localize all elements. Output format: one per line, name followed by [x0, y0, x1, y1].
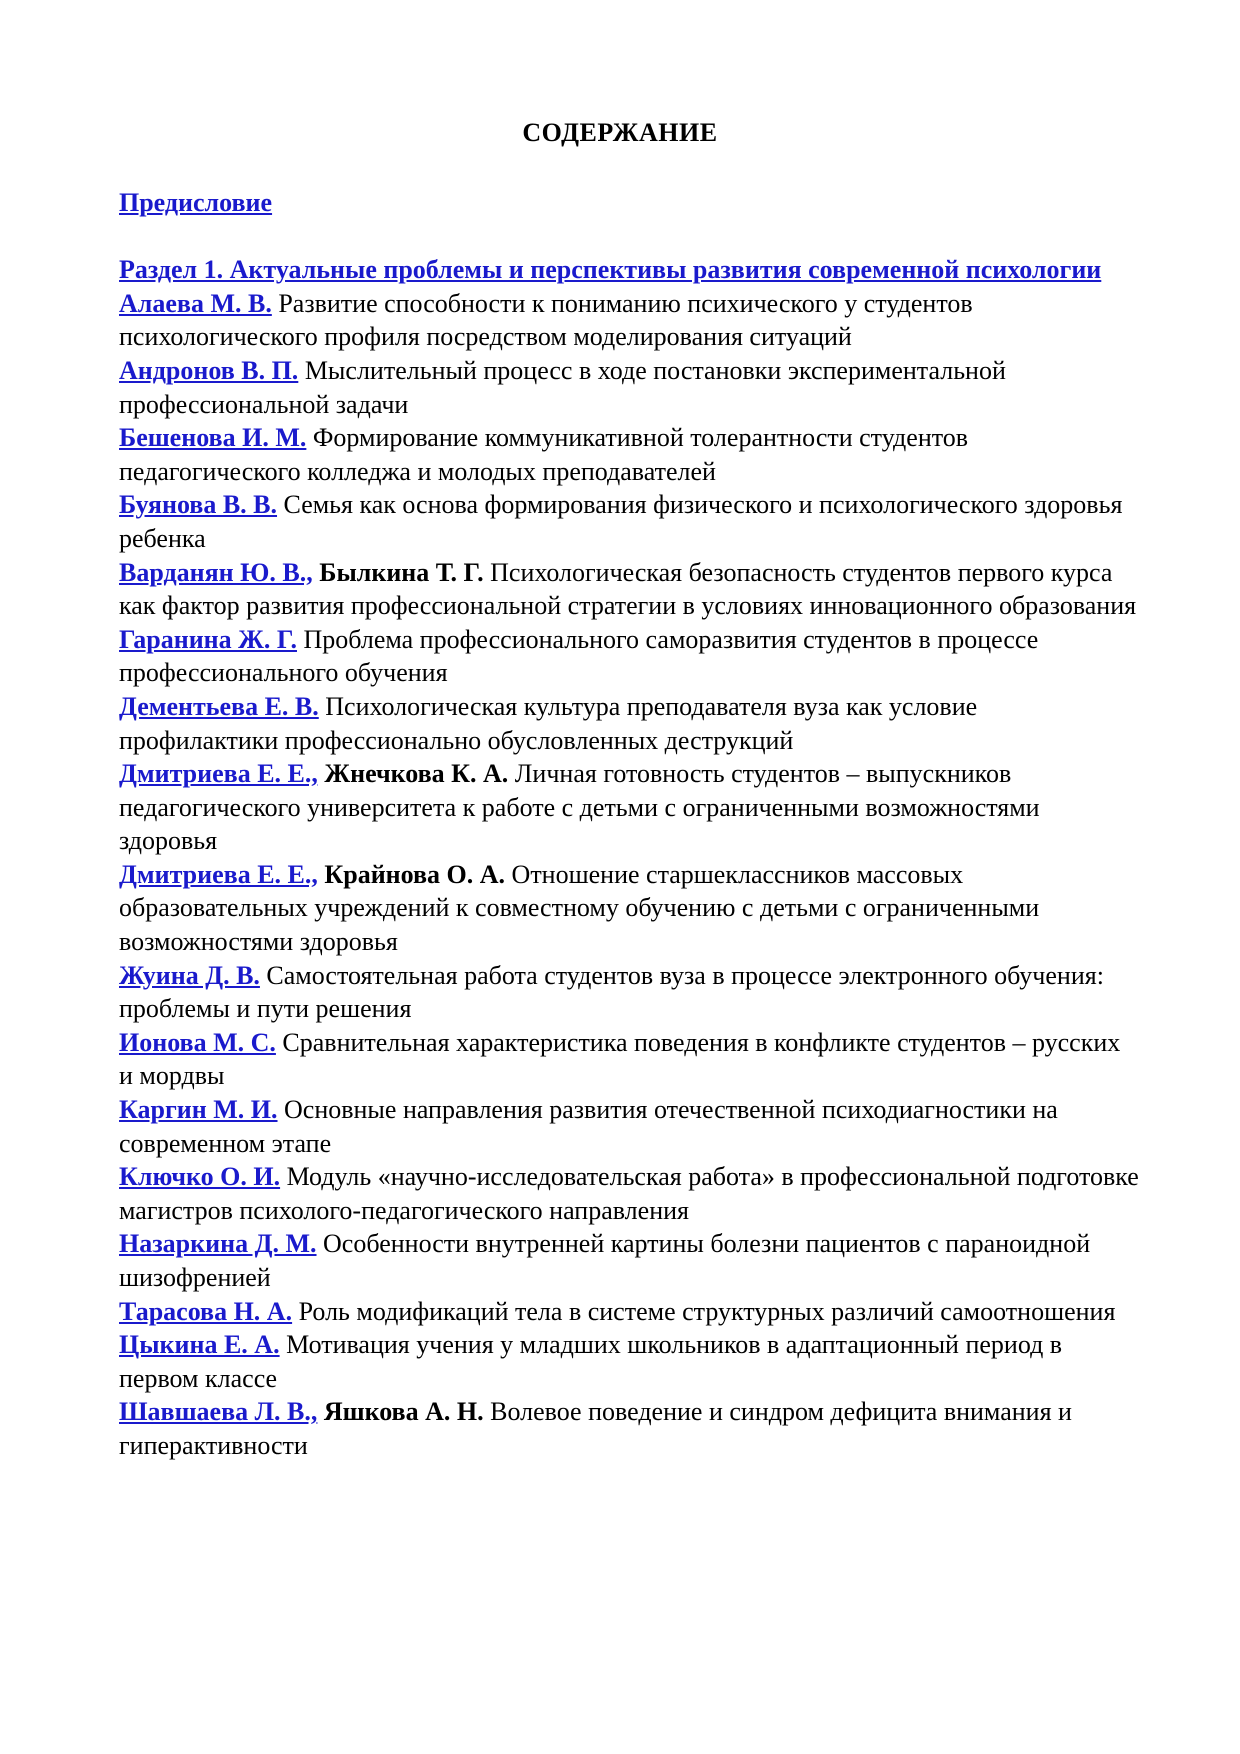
coauthor-name: Крайнова О. А.	[317, 859, 506, 889]
list-item	[119, 858, 1139, 959]
toc-preface	[119, 186, 1139, 220]
entry-title: Проблема профессионального саморазвития студентов в процессе профессионального обучения	[119, 624, 1039, 688]
entry-title: Роль модификаций тела в системе структурных различий самоотношения	[292, 1296, 1116, 1326]
entry-title: Модуль «научно-исследовательская работа» в профессиональной подготовке магистров психолого-педагогического направления	[119, 1162, 1139, 1225]
entry-title: Сравнительная характеристика поведения в конфликте студентов – русских и мордвы	[119, 1027, 1121, 1091]
entry-title: Психологическая безопасность студентов первого курса как фактор развития профессиональной стратегии в условиях инновационного образования	[119, 557, 1137, 621]
author-link[interactable]: Жуина Д. В.	[119, 960, 260, 990]
entry-title: Личная готовность студентов – выпускников педагогического университета к работе с детьми с ограниченными возможностями здоровья	[119, 759, 1040, 856]
entry-title: Самостоятельная работа студентов вуза в процессе электронного обучения: проблемы и пути решения	[119, 960, 1104, 1024]
author-link[interactable]: Шавшаева Л. В.,	[119, 1397, 318, 1427]
author-link[interactable]: Бешенова И. М.	[119, 423, 307, 453]
author-link[interactable]: Каргин М. И.	[119, 1095, 278, 1125]
coauthor-name: Яшкова А. Н.	[317, 1397, 484, 1427]
page-title: СОДЕРЖАНИЕ	[522, 118, 718, 147]
list-item	[119, 1328, 1139, 1395]
entry-title: Отношение старшеклассников массовых образовательных учреждений к совместному обучению с детьми с ограниченными возможностями здоровья	[119, 859, 1040, 957]
preface-link[interactable]: Предисловие	[119, 188, 273, 217]
author-link[interactable]: Гаранина Ж. Г.	[119, 624, 297, 654]
list-item	[119, 757, 1139, 858]
list-item	[119, 354, 1139, 421]
list-item	[119, 959, 1139, 1026]
toc-section-1	[119, 253, 1139, 287]
author-link[interactable]: Варданян Ю. В.,	[119, 557, 313, 587]
list-item	[119, 556, 1139, 623]
entry-title: Особенности внутренней картины болезни пациентов с параноидной шизофренией	[119, 1229, 1091, 1292]
entry-title: Мотивация учения у младших школьников в адаптационный период в первом классе	[119, 1330, 1063, 1393]
author-link[interactable]: Ключко О. И.	[119, 1162, 281, 1192]
entry-title: Формирование коммуникативной толерантности студентов педагогического колледжа и молодых преподавателей	[119, 423, 969, 486]
coauthor-name: Жнечкова К. А.	[317, 759, 509, 789]
author-link[interactable]: Ионова М. С.	[119, 1027, 276, 1057]
author-link[interactable]: Дмитриева Е. Е.,	[119, 859, 318, 889]
toc-entries	[119, 287, 1139, 1463]
author-link[interactable]: Дементьева Е. В.	[119, 691, 319, 721]
entry-title: Мыслительный процесс в ходе постановки экспериментальной профессиональной задачи	[119, 355, 1006, 419]
section-1-link[interactable]: Раздел 1. Актуальные проблемы и перспективы развития современной психологии	[119, 255, 1102, 285]
entry-title: Волевое поведение и синдром дефицита внимания и гиперактивности	[119, 1397, 1072, 1460]
list-item	[119, 287, 1139, 354]
entry-title: Психологическая культура преподавателя вуза как условие профилактики профессионально обусловленных деструкций	[119, 691, 978, 755]
author-link[interactable]: Алаева М. В.	[119, 288, 272, 318]
list-item	[119, 1295, 1139, 1329]
entry-title: Основные направления развития отечественной психодиагностики на современном этапе	[119, 1095, 1058, 1158]
coauthor-name: Былкина Т. Г.	[312, 557, 484, 587]
entry-title: Семья как основа формирования физического и психологического здоровья ребенка	[119, 490, 1123, 553]
list-item	[119, 1026, 1139, 1093]
table-of-contents	[119, 186, 1139, 1463]
author-link[interactable]: Тарасова Н. А.	[119, 1296, 293, 1326]
list-item	[119, 623, 1139, 690]
list-item	[119, 690, 1139, 757]
author-link[interactable]: Буянова В. В.	[119, 490, 278, 520]
list-item	[119, 421, 1139, 488]
entry-title: Развитие способности к пониманию психического у студентов психологического профиля посредством моделирования ситуаций	[119, 288, 973, 352]
list-item	[119, 488, 1139, 555]
list-item	[119, 1093, 1139, 1160]
author-link[interactable]: Цыкина Е. А.	[119, 1330, 280, 1360]
list-item	[119, 1395, 1139, 1462]
author-link[interactable]: Назаркина Д. М.	[119, 1229, 317, 1259]
list-item	[119, 1227, 1139, 1294]
list-item	[119, 1160, 1139, 1227]
author-link[interactable]: Дмитриева Е. Е.,	[119, 759, 318, 789]
author-link[interactable]: Андронов В. П.	[119, 355, 299, 385]
